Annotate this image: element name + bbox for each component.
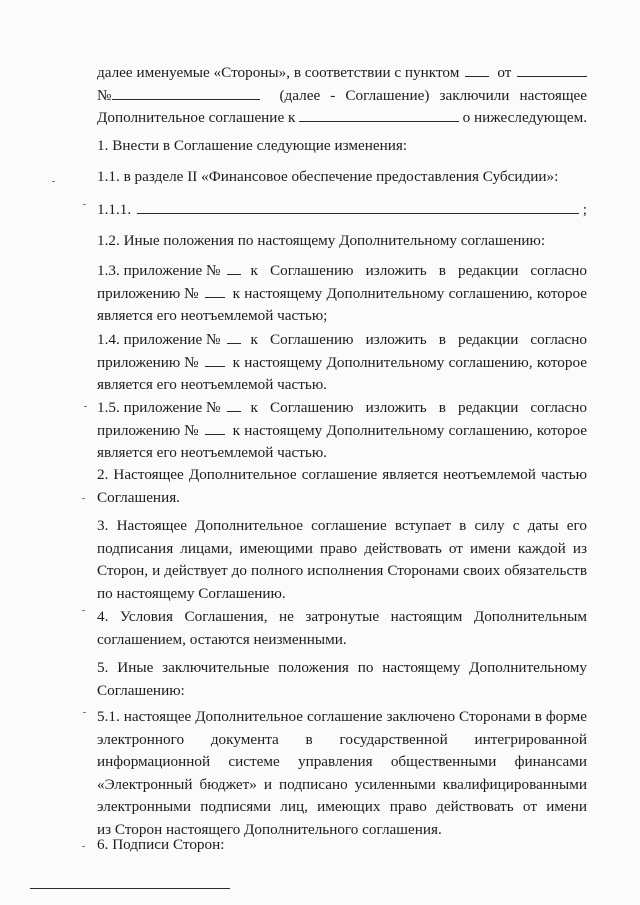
clause-1-4 [97, 329, 587, 397]
clause-5-1-line-6: из Сторон настоящего Дополнительного соглашения. [97, 820, 442, 838]
clause-1-4-text-d: к настоящему Дополнительному соглашению, которое [232, 353, 587, 371]
clause-5 [97, 657, 587, 702]
blank-appendix-number [227, 329, 241, 344]
blank-appendix-number [227, 397, 241, 412]
intro-text-number-sign: № [97, 86, 112, 104]
clause-5-1-line-4: «Электронный бюджет» и подписано усиленными квалифицированными [97, 775, 587, 793]
blank-date [517, 62, 587, 77]
footnote-separator [30, 888, 230, 889]
clause-1-5-text-d: к настоящему Дополнительному соглашению, которое [232, 421, 587, 439]
clause-1-4-line-1 [97, 329, 587, 352]
clause-1-4-text-e: является его неотъемлемой частью. [97, 376, 327, 394]
clause-5-1-line-1: 5.1. настоящее Дополнительное соглашение заключено Сторонами в форме [97, 708, 587, 725]
clause-1-3-text-e: является его неотъемлемой частью; [97, 307, 328, 325]
clause-2 [97, 464, 587, 509]
blank-clause-1-1-1 [137, 199, 579, 214]
blank-clause-number [465, 62, 489, 77]
clause-1: 1. Внести в Соглашение следующие изменения: [97, 137, 408, 154]
clause-1-5-text-b: к Соглашению изложить в редакции согласно [250, 399, 587, 416]
clause-6: 6. Подписи Сторон: [97, 836, 225, 853]
clause-1-4-line-2 [97, 352, 587, 375]
blank-agreement-ref [299, 107, 458, 122]
intro-text-as-follows: о нижеследующем. [462, 109, 587, 127]
clause-1-1-1-line [97, 199, 587, 222]
intro-text-hereinafter: (далее - Соглашение) заключили настоящее [279, 86, 587, 104]
clause-4-line-2: соглашением, остаются неизменными. [97, 630, 347, 648]
clause-3-line-2: подписания лицами, имеющими право действовать от имени каждой из [97, 539, 587, 557]
clause-1-5-text-c: приложению № [97, 421, 199, 439]
blank-appendix-number [205, 420, 225, 435]
clause-1-3-text-a: 1.3. приложение № [97, 262, 221, 279]
clause-1-3-text-c: приложению № [97, 284, 199, 302]
clause-4-line-1: 4. Условия Соглашения, не затронутые настоящим Дополнительным [97, 608, 587, 625]
scan-speck [82, 846, 85, 847]
scan-speck [52, 181, 55, 182]
clause-1-5-line-1 [97, 397, 587, 420]
blank-agreement-number [112, 85, 260, 100]
clause-1-1-1-label: 1.1.1. [97, 201, 132, 218]
scan-speck [84, 406, 87, 407]
clause-1-4-text-a: 1.4. приложение № [97, 331, 221, 348]
clause-2-line-2: Соглашения. [97, 488, 180, 506]
scan-speck [82, 610, 85, 611]
scan-speck [82, 498, 85, 499]
blank-appendix-number [205, 352, 225, 367]
clause-1-1: 1.1. в разделе II «Финансовое обеспечение предоставления Субсидии»: [97, 168, 559, 185]
clause-5-1-line-5: электронными подписями лиц, имеющих право действовать от имени [97, 798, 587, 816]
clause-5-1-line-3: информационной системе управления общественными финансами [97, 753, 587, 771]
clause-1-3-text-d: к настоящему Дополнительному соглашению, которое [232, 284, 587, 302]
clause-4 [97, 606, 587, 651]
scan-speck [83, 204, 86, 205]
clause-1-2: 1.2. Иные положения по настоящему Дополнительному соглашению: [97, 232, 546, 249]
blank-appendix-number [205, 283, 225, 298]
clause-1-3-text-b: к Соглашению изложить в редакции согласно [250, 262, 587, 279]
blank-appendix-number [227, 260, 241, 275]
clause-1-1-1-end: ; [582, 201, 587, 218]
clause-1-3 [97, 260, 587, 328]
intro-text-supplement: Дополнительное соглашение к [97, 109, 296, 127]
clause-5-1-line-2: электронного документа в государственной интегрированной [97, 730, 587, 748]
clause-3 [97, 515, 587, 605]
clause-2-line-1: 2. Настоящее Дополнительное соглашение является неотъемлемой частью [97, 466, 587, 483]
intro-line-3 [97, 107, 587, 130]
intro-text-from: от [497, 64, 512, 81]
clause-1-4-text-c: приложению № [97, 353, 199, 371]
clause-1-5-text-e: является его неотъемлемой частью. [97, 444, 327, 462]
clause-1-3-line-2 [97, 283, 587, 306]
clause-3-line-3: Сторон, и действует до полного исполнения Сторонами своих обязательств [97, 562, 587, 580]
scan-speck [83, 712, 86, 713]
clause-3-line-4: по настоящему Соглашению. [97, 584, 286, 602]
intro-paragraph [97, 62, 587, 130]
intro-line-2 [97, 85, 587, 108]
clause-1-1-1 [97, 199, 587, 222]
clause-1-4-text-b: к Соглашению изложить в редакции согласно [250, 331, 587, 348]
clause-1-5-line-2 [97, 420, 587, 443]
clause-5-line-2: Соглашению: [97, 681, 185, 699]
clause-3-line-1: 3. Настоящее Дополнительное соглашение вступает в силу с даты его [97, 517, 587, 534]
clause-5-1 [97, 706, 587, 842]
clause-1-5 [97, 397, 587, 465]
intro-line-1 [97, 62, 587, 85]
clause-5-line-1: 5. Иные заключительные положения по настоящему Дополнительному [97, 659, 587, 676]
clause-1-3-line-1 [97, 260, 587, 283]
intro-text-parties: далее именуемые «Стороны», в соответствии с пунктом [97, 64, 460, 81]
clause-1-5-text-a: 1.5. приложение № [97, 399, 221, 416]
